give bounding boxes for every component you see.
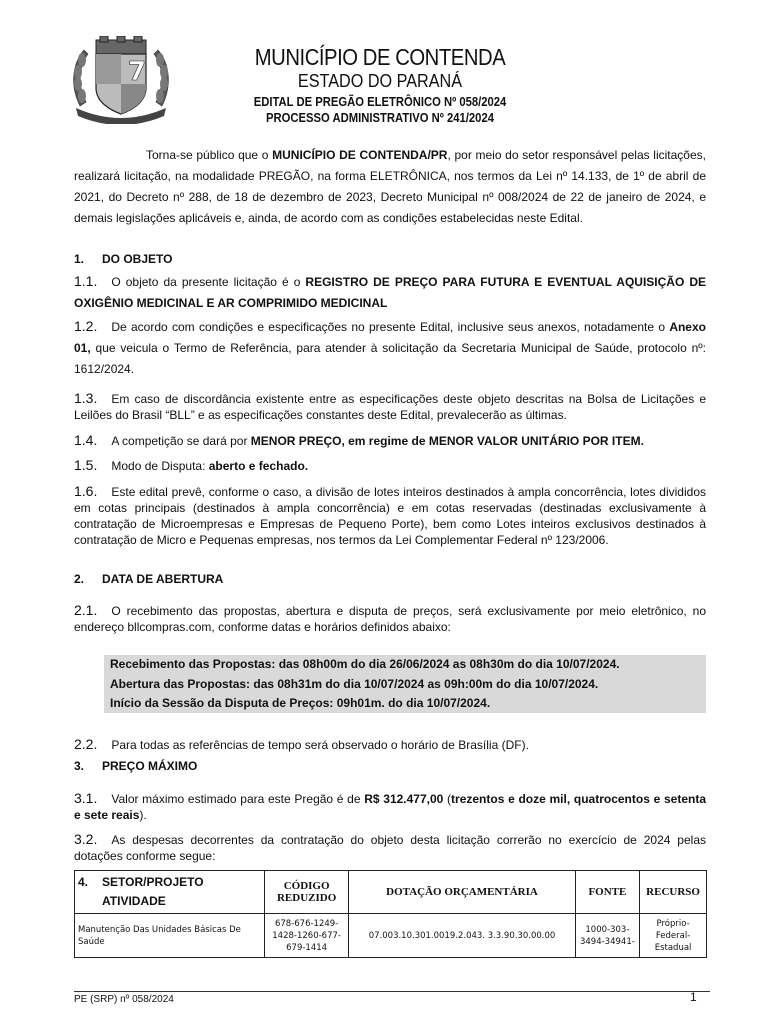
footer-reference: PE (SRP) nº 058/2024 <box>74 994 174 1005</box>
table-row <box>75 914 707 958</box>
cell-codigo: 678-676-1249-1428-1260-677-679-1414 <box>264 914 349 958</box>
page-number: 1 <box>690 990 697 1004</box>
item-3-1: 3.1. Valor máximo estimado para este Pregão é de R$ 312.477,00 (trezentos e doze mil, quatrocentos e setenta e sete reais). <box>74 790 706 822</box>
section-1-heading: 1. DO OBJETO <box>74 252 173 266</box>
header-codigo: CÓDIGO REDUZIDO <box>264 871 349 914</box>
cell-fonte: 1000-303-3494-34941- <box>575 914 639 958</box>
edital-number: EDITAL DE PREGÃO ELETRÔNICO Nº 058/2024 <box>253 95 507 109</box>
schedule-line-session: Início da Sessão da Disputa de Preços: 09h01m. do dia 10/07/2024. <box>110 696 491 710</box>
municipal-seal <box>66 36 176 124</box>
process-number: PROCESSO ADMINISTRATIVO Nº 241/2024 <box>266 111 494 125</box>
intro-paragraph: Torna-se público que o MUNICÍPIO DE CONTENDA/PR, por meio do setor responsável pelas licitações, realizará licitação, na modalidade PREGÃO, na forma ELETRÔNICA, nos termos da Lei nº 14.133, de 1º de abril de 2021, do Decreto nº 288, de 18 de dezembro de 2023, Decreto Municipal nº 008/2024 de 22 de janeiro de 2024, e demais legislações aplicáveis e, ainda, de acordo com as condições estabelecidas neste Edital. <box>74 148 706 225</box>
cell-dotacao: 07.003.10.301.0019.2.043. 3.3.90.30.00.00 <box>349 914 575 958</box>
item-1-5: 1.5. Modo de Disputa: aberto e fechado. <box>74 457 309 473</box>
schedule-line-opening: Abertura das Propostas: das 08h31m do dia 10/07/2024 as 09h:00m do dia 10/07/2024. <box>110 676 599 691</box>
item-2-1: 2.1. O recebimento das propostas, abertura e disputa de preços, será exclusivamente por meio eletrônico, no endereço bllcompras.com, conforme datas e horários definidos abaixo: <box>74 602 706 634</box>
cell-recurso: Próprio-Federal-Estadual <box>640 914 707 958</box>
section-2-heading: 2. DATA DE ABERTURA <box>74 572 224 586</box>
item-3-2: 3.2. As despesas decorrentes da contratação do objeto desta licitação correrão no exercício de 2024 pelas dotações conforme segue: <box>74 831 706 863</box>
item-1-2: 1.2. De acordo com condições e especificações no presente Edital, inclusive seus anexos, notadamente o Anexo 01, que veicula o Termo de Referência, para atender à solicitação da Secretaria Municipal de Saúde, protocolo nº: 1612/2024. <box>74 318 706 376</box>
svg-text:7: 7 <box>128 57 147 87</box>
item-1-3: 1.3. Em caso de discordância existente entre as especificações deste objeto descritas na Bolsa de Licitações e Leilões do Brasil “BLL” e as especificações constantes deste Edital, prevalecerão as últimas. <box>74 390 706 422</box>
footer-rule <box>74 991 710 992</box>
item-2-2: 2.2. Para todas as referências de tempo será observado o horário de Brasília (DF). <box>74 736 529 752</box>
municipality-title: MUNICÍPIO DE CONTENDA <box>254 44 506 70</box>
schedule-box <box>104 655 706 713</box>
schedule-line-receipt: Recebimento das Propostas: das 08h00m do dia 26/06/2024 as 08h30m do dia 10/07/2024. <box>110 657 620 671</box>
cell-setor: Manutenção Das Unidades Básicas De Saúde <box>75 914 265 958</box>
header-recurso: RECURSO <box>640 871 707 914</box>
item-1-6: 1.6. Este edital prevê, conforme o caso, a divisão de lotes inteiros destinados à ampla concorrência, lotes divididos em cotas principais (destinados à ampla concorrência) e em cotas reservadas (destinadas exclusivamente à contratação de Microempresas e Empresas de Pequeno Porte), bem como Lotes inteiros exclusivos destinados à contratação de Micro e Pequenas empresas, nos termos da Lei Complementar Federal nº 123/2006. <box>74 483 706 547</box>
item-1-1: 1.1. O objeto da presente licitação é o REGISTRO DE PREÇO PARA FUTURA E EVENTUAL AQUISIÇÃO DE OXIGÊNIO MEDICINAL E AR COMPRIMIDO MEDICINAL <box>74 273 706 310</box>
budget-table <box>74 870 707 958</box>
table-header-row <box>75 871 707 914</box>
state-title: ESTADO DO PARANÁ <box>297 71 463 91</box>
header-dotacao: DOTAÇÃO ORÇAMENTÁRIA <box>349 871 575 914</box>
header-fonte: FONTE <box>575 871 639 914</box>
header-setor: 4. SETOR/PROJETO ATIVIDADE <box>75 871 265 914</box>
section-3-heading: 3. PREÇO MÁXIMO <box>74 759 198 773</box>
item-1-4: 1.4. A competição se dará por MENOR PREÇO, em regime de MENOR VALOR UNITÁRIO POR ITEM. <box>74 432 644 448</box>
